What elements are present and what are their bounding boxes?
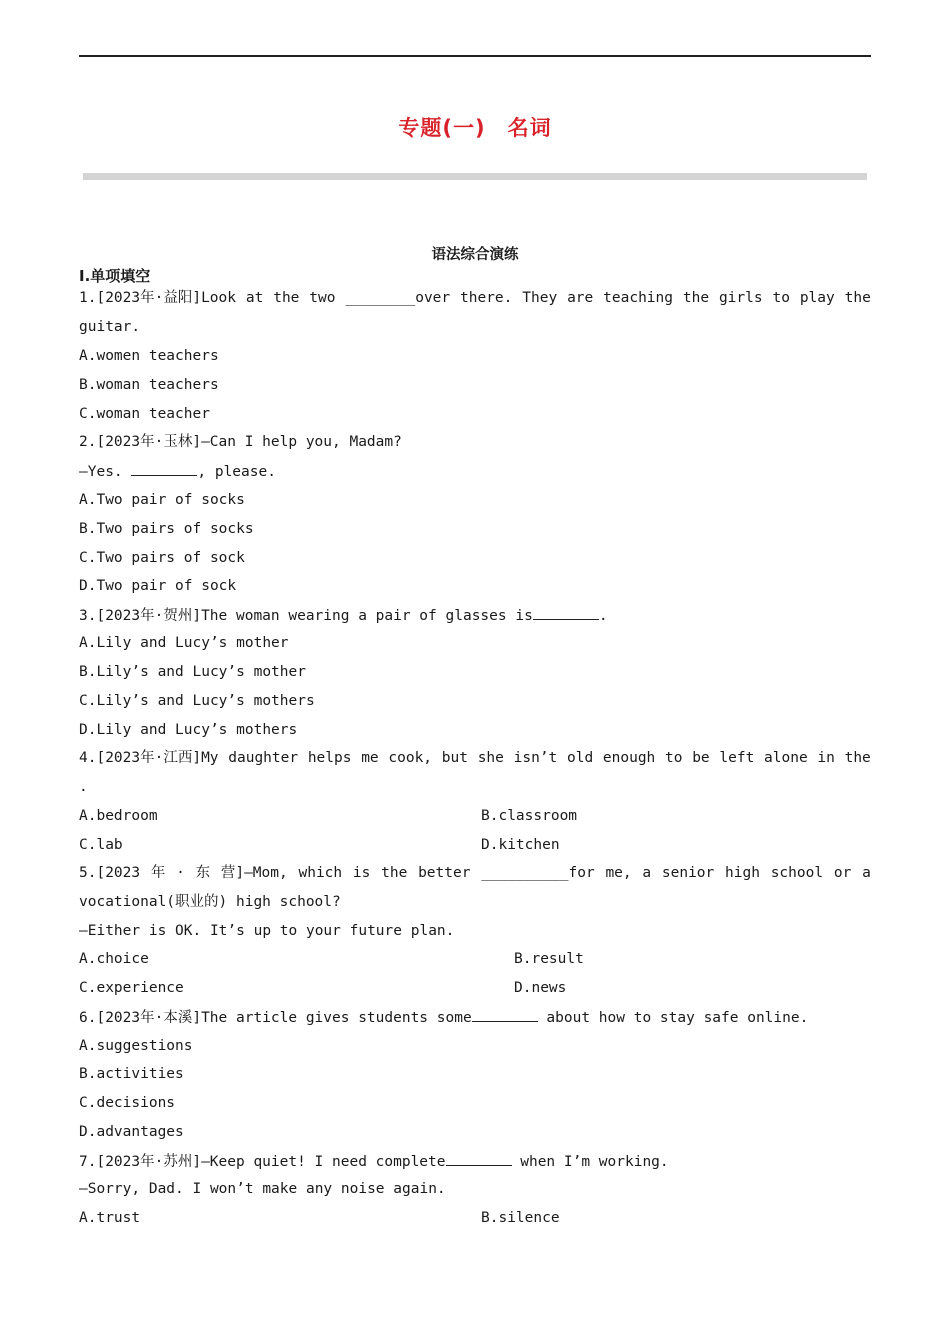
question-7-text-a: 7.[2023年·苏州]—Keep quiet! I need complete [79,1154,446,1170]
word: a [862,865,871,881]
answer-blank-3 [533,605,599,620]
question-7-text-b: when I’m working. [511,1154,669,1170]
word: My [201,750,219,766]
title-topic: 专题(一) [398,116,486,140]
option-4a: A.bedroom [79,808,158,824]
page-title [0,112,950,142]
word: there. [460,290,513,306]
question-source: 1.[2023年·益阳] [79,290,202,306]
option-1a: A.women teachers [79,348,219,364]
word: me, [605,865,632,881]
word: to [665,750,683,766]
question-3-text-b: . [598,608,608,624]
word: · [176,865,185,881]
word: a [642,865,652,881]
word: me [361,750,379,766]
answer-blank-7 [446,1151,512,1166]
word: 5.[2023 [79,865,141,881]
word: better [418,865,471,881]
option-4d: D.kitchen [481,837,560,853]
option-4c: C.lab [79,837,123,853]
title-divider [83,173,867,180]
word: at [245,290,264,306]
question-1-line-1 [79,288,871,308]
word: the [844,750,871,766]
word: Look [201,290,236,306]
question-lead [79,748,219,768]
title-subject: 名词 [507,116,552,140]
option-1c: C.woman teacher [79,406,210,422]
word: isn’t [513,750,558,766]
word: play [799,290,835,306]
word: which [298,865,343,881]
question-2-text-b: , please. [197,464,276,480]
word: the [381,865,408,881]
word: teaching [603,290,673,306]
option-3c: C.Lily’s and Lucy’s mothers [79,693,315,709]
option-5d: D.news [514,980,567,996]
option-2b: B.Two pairs of socks [79,521,254,537]
question-2-line-2 [79,461,276,482]
option-5c: C.experience [79,980,184,996]
question-5-line-3: —Either is OK. It’s up to your future plan. [79,923,455,939]
option-2d: D.Two pair of sock [79,578,237,594]
question-6-line-1 [79,1007,808,1028]
word: helps [307,750,352,766]
option-6d: D.advantages [79,1124,184,1140]
option-7b: B.silence [481,1210,560,1226]
question-2-text-a: —Yes. [79,464,132,480]
question-2-line-1: 2.[2023年·玉林]—Can I help you, Madam? [79,434,402,450]
word: 东 [195,865,211,881]
word: the [844,290,871,306]
option-6b: B.activities [79,1066,184,1082]
word: 年 [150,865,166,881]
answer-blank-6 [472,1007,538,1022]
option-2c: C.Two pairs of sock [79,550,245,566]
option-6a: A.suggestions [79,1038,193,1054]
top-rule [79,55,871,57]
question-5-line-2: vocational(职业的) high school? [79,894,341,910]
option-6c: C.decisions [79,1095,176,1111]
question-3-line-1 [79,605,608,626]
word: __________for [481,865,595,881]
word: are [567,290,594,306]
question-1-line-2: guitar. [79,319,141,335]
question-lead [79,288,236,308]
option-3d: D.Lily and Lucy’s mothers [79,722,298,738]
word: 营]—Mom, [220,865,288,881]
answer-blank-2 [131,461,197,476]
word: ________over [345,290,451,306]
word: to [772,290,790,306]
word: two [309,290,336,306]
part-title: Ⅰ.单项填空 [79,267,151,285]
question-6-text-a: 6.[2023年·本溪]The article gives students some [79,1010,472,1026]
option-7a: A.trust [79,1210,141,1226]
word: girls [718,290,763,306]
word: is [352,865,371,881]
option-1b: B.woman teachers [79,377,219,393]
word: or [833,865,852,881]
question-7-line-1 [79,1151,669,1172]
question-7-line-2: —Sorry, Dad. I won’t make any noise again. [79,1181,446,1197]
word: the [682,290,710,306]
word: They [522,290,558,306]
question-4-line-2: . [79,779,88,795]
word: cook, [388,750,433,766]
option-5a: A.choice [79,951,149,967]
word: be [692,750,710,766]
question-source: 4.[2023年·江西] [79,750,202,766]
option-2a: A.Two pair of socks [79,492,245,508]
option-4b: B.classroom [481,808,578,824]
word: she [477,750,504,766]
option-5b: B.result [514,951,584,967]
question-4-line-1 [79,748,871,768]
word: high [725,865,760,881]
question-3-text-a: 3.[2023年·贺州]The woman wearing a pair of glasses is [79,608,533,624]
word: daughter [228,750,299,766]
option-3a: A.Lily and Lucy’s mother [79,635,289,651]
word: in [817,750,835,766]
word: left [719,750,755,766]
word: enough [602,750,656,766]
word: alone [764,750,808,766]
question-6-text-b: about how to stay safe online. [537,1010,809,1026]
word: school [770,865,824,881]
section-title: 语法综合演练 [431,247,519,263]
option-3b: B.Lily’s and Lucy’s mother [79,664,306,680]
question-5-line-1 [79,863,871,883]
word: old [566,750,594,766]
word: senior [661,865,715,881]
word: the [273,290,300,306]
word: but [441,750,468,766]
